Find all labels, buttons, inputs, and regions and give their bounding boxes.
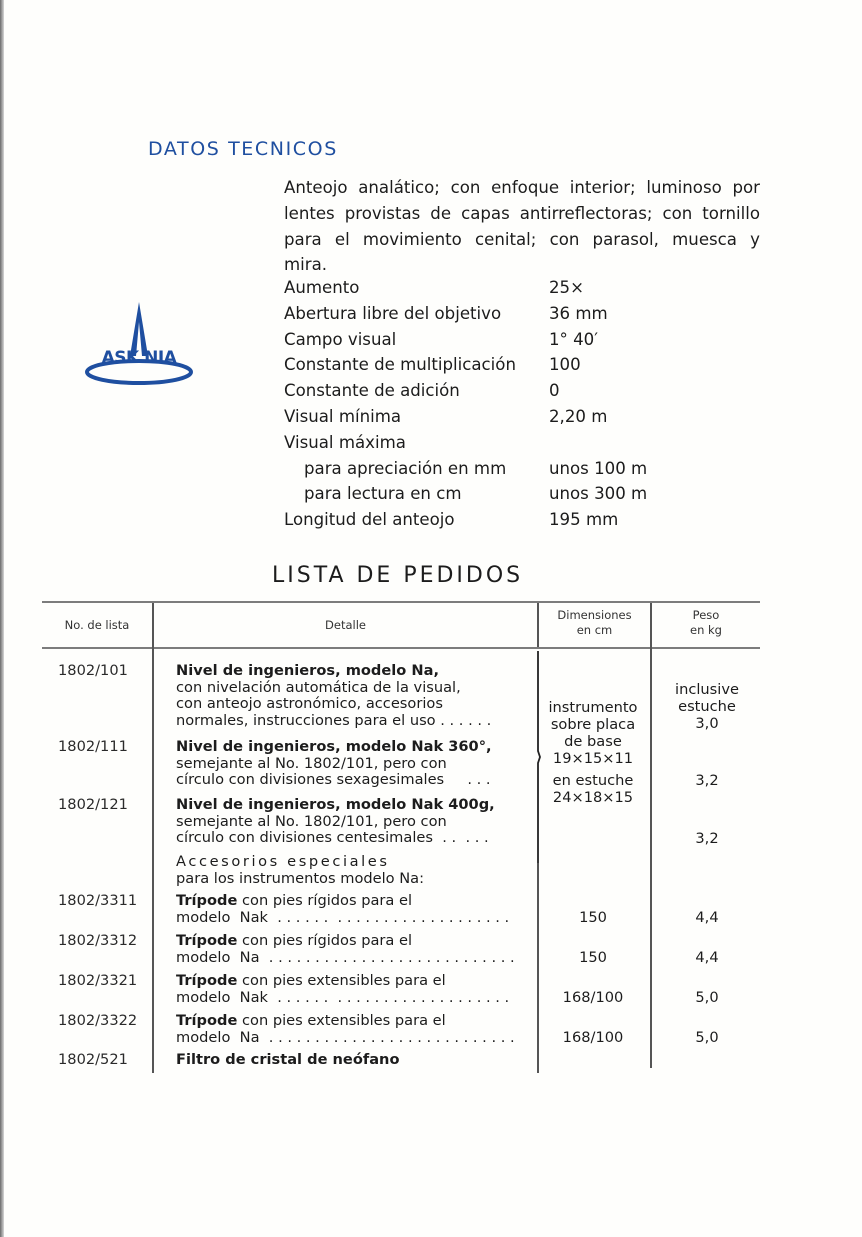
weight-line: inclusive	[675, 681, 739, 698]
row-line: con anteojo astronómico, accesorios	[176, 695, 443, 712]
row-line: círculo con divisiones centesimales . . . . .	[176, 829, 489, 846]
row-detail	[176, 1052, 521, 1069]
spec-label: Visual mínima	[284, 406, 402, 426]
spec-row	[284, 430, 704, 456]
row-line: con nivelación automática de la visual,	[176, 678, 461, 696]
spec-label: para apreciación en mm	[304, 458, 507, 478]
row-number: 1802/111	[58, 738, 128, 755]
weight-value: 4,4	[695, 949, 719, 966]
weight-line: estuche	[678, 698, 736, 715]
dimension-value: 168/100	[562, 1029, 624, 1046]
row-detail	[176, 1013, 521, 1046]
spec-value: unos 300 m	[549, 484, 648, 504]
row-title: Trípode	[176, 932, 238, 949]
row-title: Nivel de ingenieros, modelo Na,	[176, 662, 439, 679]
accessories-title: Accesorios especiales	[176, 853, 390, 870]
table-top-rule	[42, 601, 760, 603]
row-detail	[176, 739, 521, 789]
spec-label: Abertura libre del objetivo	[284, 303, 502, 323]
spec-row	[284, 456, 704, 482]
dimension-value: 168/100	[562, 989, 624, 1006]
spec-value: 100	[549, 355, 581, 375]
weight-value: 3,2	[695, 830, 719, 847]
row-line: modelo Na . . . . . . . . . . . . . . . . . . . . . . . . . . .	[176, 948, 515, 966]
row-title: Nivel de ingenieros, modelo Nak 360°,	[176, 738, 492, 755]
datos-tecnicos-title: DATOS TECNICOS	[148, 137, 338, 160]
dim-line: de base	[564, 733, 622, 750]
spec-row	[284, 352, 704, 378]
row-number: 1802/101	[58, 662, 128, 679]
telescope-description: Anteojo analático; con enfoque interior; luminoso por lentes provistas de capas antirreflectoras; con tornillo para el movimiento cenital; con parasol, muesca y mira.	[284, 178, 760, 275]
dimensions-group	[535, 699, 651, 806]
weight-value: 5,0	[695, 1029, 719, 1046]
dim-line: sobre placa	[550, 716, 636, 733]
header-peso-line1: Peso	[692, 608, 720, 622]
row-title: Filtro de cristal de neófano	[176, 1051, 400, 1068]
dim-line: 19×15×11	[552, 750, 634, 767]
spec-row	[284, 327, 704, 353]
spec-row	[284, 275, 704, 301]
spec-row	[284, 404, 704, 430]
row-detail	[176, 933, 521, 966]
spec-row	[284, 481, 704, 507]
row-number: 1802/121	[58, 796, 128, 813]
row-line: con pies rígidos para el	[237, 932, 413, 949]
row-line: con pies rígidos para el	[237, 892, 413, 909]
row-line: modelo Na . . . . . . . . . . . . . . . . . . . . . . . . . . .	[176, 1028, 515, 1046]
row-number: 1802/3321	[58, 972, 138, 989]
spec-label: Visual máxima	[284, 432, 406, 452]
spec-row	[284, 301, 704, 327]
header-no-de-lista: No. de lista	[64, 618, 130, 632]
lista-pedidos-title: LISTA DE PEDIDOS	[272, 563, 524, 588]
row-number: 1802/521	[58, 1051, 128, 1068]
spec-value: 36 mm	[549, 303, 608, 323]
row-line: con pies extensibles para el	[237, 1012, 446, 1029]
weight-value: 3,0	[695, 715, 719, 732]
spec-value: 2,20 m	[549, 406, 608, 426]
row-line: semejante al No. 1802/101, pero con	[176, 812, 447, 830]
header-dimensiones-line1: Dimensiones	[557, 608, 632, 622]
row-line: con pies extensibles para el	[237, 972, 446, 989]
dim-line: en estuche	[552, 772, 634, 789]
row-line: semejante al No. 1802/101, pero con	[176, 754, 447, 772]
row-line: normales, instrucciones para el uso . . . . . .	[176, 711, 492, 729]
spec-row	[284, 378, 704, 404]
spec-value: 1° 40′	[549, 329, 599, 349]
askania-logo	[84, 300, 194, 390]
svg-text:ASK NIA: ASK NIA	[101, 348, 177, 368]
dimension-value: 150	[579, 949, 607, 966]
weight-group	[654, 681, 760, 732]
header-dimensiones	[539, 608, 650, 638]
row-number: 1802/3312	[58, 932, 138, 949]
page-edge-shadow	[0, 0, 4, 1237]
row-detail	[176, 973, 521, 1006]
row-title: Trípode	[176, 1012, 238, 1029]
spec-label: Campo visual	[284, 329, 397, 349]
weight-value: 3,2	[695, 772, 719, 789]
row-detail	[176, 663, 521, 729]
spec-value: 25×	[549, 278, 585, 297]
spec-label: Constante de multiplicación	[284, 355, 516, 375]
row-title: Trípode	[176, 972, 238, 989]
order-table	[42, 601, 760, 1076]
weight-value: 4,4	[695, 909, 719, 926]
dim-line: instrumento	[548, 699, 638, 716]
spec-label: Constante de adición	[284, 381, 460, 401]
spec-value: unos 100 m	[549, 458, 648, 478]
weight-value: 5,0	[695, 989, 719, 1006]
specs-list	[284, 275, 704, 533]
dim-line: 24×18×15	[552, 789, 634, 806]
row-title: Nivel de ingenieros, modelo Nak 400g,	[176, 796, 495, 813]
header-dimensiones-line2: en cm	[576, 623, 613, 637]
row-number: 1802/3322	[58, 1012, 138, 1029]
spec-label: Longitud del anteojo	[284, 510, 455, 530]
accessories-subtitle: para los instrumentos modelo Na:	[176, 869, 425, 887]
spec-row	[284, 507, 704, 533]
spec-label: para lectura en cm	[304, 484, 462, 504]
row-line: círculo con divisiones sexagesimales . . .	[176, 771, 491, 788]
spec-value: 0	[549, 381, 560, 401]
header-detalle: Detalle	[325, 618, 366, 632]
header-bottom-rule	[42, 647, 760, 649]
row-detail	[176, 893, 521, 926]
spec-label: Aumento	[284, 278, 360, 297]
row-number: 1802/3311	[58, 892, 138, 909]
row-title: Trípode	[176, 892, 238, 909]
spec-value: 195 mm	[549, 510, 619, 530]
row-line: modelo Nak . . . . . . . . . . . . . . . . . . . . . . . . .	[176, 908, 510, 926]
dimension-value: 150	[579, 909, 607, 926]
header-peso	[652, 608, 760, 638]
column-divider	[152, 603, 154, 1073]
row-detail	[176, 797, 521, 847]
accessories-heading	[176, 854, 521, 887]
row-line: modelo Nak . . . . . . . . . . . . . . . . . . . . . . . . .	[176, 988, 510, 1006]
header-peso-line2: en kg	[690, 623, 722, 637]
